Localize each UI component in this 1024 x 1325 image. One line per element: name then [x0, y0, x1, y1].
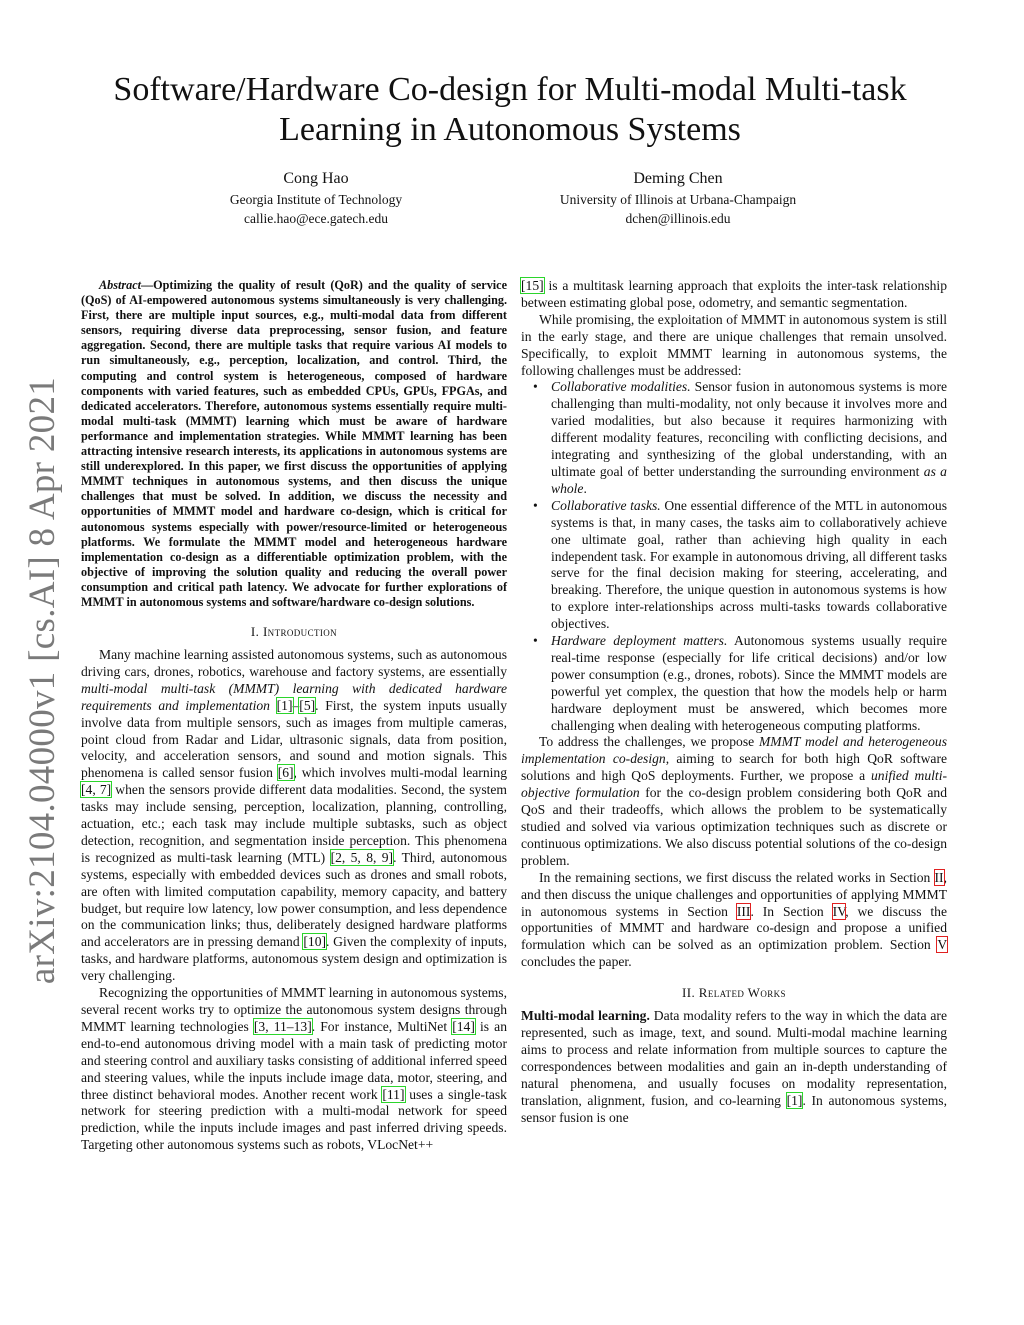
text-run: . Given the complexity of inputs, tasks, and hardware platforms, autonomous system design and optimization is very challenging.	[81, 934, 507, 984]
citation-link[interactable]: [15]	[521, 278, 544, 293]
list-item	[521, 498, 947, 633]
author-block-2	[498, 168, 858, 228]
author-name: Cong Hao	[283, 170, 349, 187]
text-run: In the remaining sections, we first discuss the related works in Section	[539, 869, 935, 885]
abstract-text: Optimizing the quality of result (QoR) and the quality of service (QoS) of AI-empowered autonomous systems simultaneously is very challenging. First, there are multiple input sources, e.g., multi-modal data from different sensors, requiring diverse data preprocessing, sensor fusion, and feature aggregation. Second, there are multiple tasks that require various AI models to run simultaneously, e.g., perception, localization, and control. Third, the computing and control system is heterogeneous, composed of hardware components with varied features, such as embedded CPUs, GPUs, FPGAs, and dedicated accelerators. Therefore, autonomous systems essentially require multi-modal multi-task (MMMT) learning which must be aware of hardware performance and implementation strategies. While MMMT learning has been attracting intensive research interests, its applications in autonomous systems are still underexplored. In this paper, we first discuss the opportunities of applying MMMT techniques in autonomous systems, and then discuss the unique challenges that must be solved. In addition, we discuss the necessity and opportunities of MMMT model and hardware co-design, which is critical for autonomous systems especially with power/resource-limited or heterogeneous platforms. We formulate the MMMT model and heterogeneous hardware implementation co-design as a differentiable optimization problem, with the objective of improving the solution quality and reducing the overall power consumption and critical path latency. We advocate for further explorations of MMMT in autonomous systems and software/hardware co-design solutions.	[81, 278, 507, 609]
section-reference-link[interactable]: III	[736, 903, 751, 919]
text-run	[270, 698, 277, 713]
abstract-dash: —	[140, 278, 154, 292]
citation-link[interactable]: [4, 7]	[81, 782, 112, 798]
bullet: •	[533, 633, 538, 649]
text-run: . In autonomous systems, sensor fusion is one	[521, 1092, 947, 1125]
text-run: is an end-to-end autonomous driving model with a main task of predicting motor and steering control and auxiliary tasks consisting of additional inferred speed and steering values, while the inputs include image data, motor, steering, and three distinct behavioral modes. Another recent work	[81, 1018, 508, 1102]
emphasis-text: as a whole	[551, 463, 947, 496]
author-block-1	[136, 168, 496, 228]
section-heading-introduction: I. Introduction	[250, 624, 338, 640]
author-affiliation: University of Illinois at Urbana-Champaign	[559, 192, 797, 207]
list-item-title: Hardware deployment matters.	[551, 633, 728, 649]
bullet: •	[533, 379, 538, 395]
intro-paragraph-3: While promising, the exploitation of MMMT in autonomous system is still in the early stage, and there are unique challenges that remain unsolved. Specifically, to exploit MMMT learning in autonomous systems, the following challenges must be addressed:	[521, 311, 947, 378]
intro-paragraph-4	[521, 734, 947, 869]
list-item	[521, 379, 947, 497]
list-item-title: Collaborative modalities.	[551, 379, 691, 395]
citation-link[interactable]: [11]	[382, 1086, 405, 1102]
title-line-2: Learning in Autonomous Systems	[279, 111, 741, 148]
emphasis-text: multi-modal multi-task (MMMT) learning with dedicated hardware requirements and implementation	[81, 680, 507, 713]
list-item-text: Sensor fusion in autonomous systems is more challenging than multi-modality, not only because it involves more and varied modalities, but also because it requires harmonizing with different modality features, reconciling with conflicting decisions, and integrating and synthesizing of the global understanding, with an ultimate goal of better understanding the surrounding environment	[551, 379, 948, 479]
text-run: , which involves multi-modal learning	[293, 765, 507, 781]
emphasis-text: MMMT model and heterogeneous implementation co-design	[521, 734, 947, 767]
list-item	[521, 633, 947, 734]
citation-link[interactable]: [6]	[277, 765, 294, 781]
intro-paragraph-2-continued	[521, 278, 947, 312]
text-run: , aiming to search for both high QoR software solutions and high QoS deployments. Further, we propose a	[521, 751, 947, 784]
paper-title	[80, 70, 940, 150]
text-run: To address the challenges, we propose	[539, 734, 759, 750]
bullet: •	[533, 497, 538, 513]
text-run: concludes the paper.	[521, 954, 632, 970]
text-run: .	[583, 480, 587, 496]
paragraph-title: Multi-modal learning.	[521, 1008, 650, 1024]
arxiv-identifier: arXiv:2104.04000v1 [cs.AI] 8 Apr 2021	[22, 376, 64, 984]
citation-link[interactable]: [10]	[303, 934, 327, 950]
author-affiliation: Georgia Institute of Technology	[229, 192, 403, 207]
citation-link[interactable]: [3, 11–13]	[253, 1018, 312, 1034]
text-run: is a multitask learning approach that exploits the inter-task relationship between estimating global pose, odometry, and semantic segmentation.	[521, 278, 947, 310]
text-run: uses a single-task network for steering prediction with a multi-modal network for speed prediction, while the inputs include images and past inferred driving speeds. Targeting other autonomous systems such as robots, VLocNet++	[81, 1086, 507, 1153]
text-run: . For instance, MultiNet	[311, 1018, 453, 1034]
section-reference-link[interactable]: II	[934, 869, 944, 885]
intro-paragraph-1	[81, 647, 507, 985]
text-run: , we discuss the opportunities of MMMT and hardware co-design and propose a unified formulation which can be solved as an optimization problem. Section	[521, 903, 947, 953]
author-name: Deming Chen	[633, 170, 723, 187]
text-run: . First, the system inputs usually involve data from multiple sensors, such as images from multiple cameras, point cloud from Radar and Lidar, ultrasonic signals, data from position, velocity, and acceleration sensors, and sound and motion signals. This phenomena is called sensor fusion	[81, 697, 507, 781]
list-item-text: Autonomous systems usually require real-time response (especially for life critical decisions) and/or low power consumption (e.g., drones, robots). Since the MMMT models are powerful yet complex, the question that how the models help or harm hardware deployment must be answered, which becomes more challenging when dealing with heterogeneous computing platforms.	[551, 633, 947, 733]
citation-range-dash: –	[292, 697, 300, 713]
list-item-text: One essential difference of the MTL in autonomous systems is that, in many cases, the tasks aim to collaboratively achieve one ultimate goal, rather than achieving high quality in each independent task. For example in autonomous driving, all different tasks serve for the final decision making for steering, accelerating, and breaking. Therefore, the unique question in autonomous systems is how to explore inter-relationships across multi-tasks towards collaborative objectives.	[551, 497, 947, 632]
citation-link[interactable]: [14]	[452, 1018, 475, 1034]
text-run: , and then discuss the unique challenges and opportunities of applying MMMT in autonomous systems in Section	[521, 869, 947, 919]
text-run: . Third, autonomous systems, especially with embedded devices such as drones and small robots, are often with limited computation capability, memory capacity, and battery budget, but require low latency, low power consumption, and less dependence on the communication links; thus, deliberately designed hardware platforms and accelerators are in pressing demand	[81, 849, 507, 950]
text-run: Data modality refers to the way in which the data are represented, such as image, text, and sound. Multi-modal machine learning aims to process and relate information from multiple sources to capture the correspondences between modalities and gain an in-depth understanding of natural phenomena, and usually focuses on modality representation, translation, alignment, fusion, and co-learning	[521, 1008, 947, 1108]
citation-link[interactable]: [2, 5, 8, 9]	[330, 849, 394, 865]
left-column	[81, 278, 507, 1154]
section-heading-related-works: II. Related Works	[682, 985, 786, 1001]
citation-link[interactable]: [1]	[276, 697, 293, 713]
author-email: dchen@illinois.edu	[625, 211, 731, 226]
emphasis-text: unified multi-objective formulation	[521, 768, 947, 801]
title-line-1: Software/Hardware Co-design for Multi-modal Multi-task	[113, 71, 907, 108]
author-email: callie.hao@ece.gatech.edu	[244, 211, 388, 226]
section-reference-link[interactable]: V	[937, 937, 947, 953]
citation-link[interactable]: [5]	[299, 697, 316, 713]
section-reference-link[interactable]: IV	[832, 903, 846, 919]
text-run: for the co-design problem considering both QoR and QoS and their tradeoffs, which allows the problem to be systematically studied and solved via various optimization techniques such as discrete or continuous optimizations. We also discuss potential solutions of the co-design problem.	[521, 785, 947, 868]
text-run: Many machine learning assisted autonomous systems, such as autonomous driving cars, drones, robotics, warehouse and factory systems, are essentially	[81, 646, 507, 679]
text-run: Recognizing the opportunities of MMMT learning in autonomous systems, several recent works try to optimize the autonomous system designs through MMMT learning technologies	[81, 985, 507, 1034]
arxiv-side-stamp	[18, 376, 68, 984]
intro-paragraph-2	[81, 985, 507, 1154]
text-run: when the sensors provide different data modalities. Second, the system tasks may include sensing, perception, localization, planning, controlling, actuation, etc.; each task may include multiple subtasks, such as object detection, recognition, and segmentation inside perception. This phenomena is recognized as multi-task learning (MTL)	[81, 782, 507, 865]
text-run: . In Section	[750, 903, 833, 919]
related-paragraph-1	[521, 1008, 947, 1126]
intro-paragraph-5	[521, 870, 947, 971]
abstract-label: Abstract	[99, 278, 141, 292]
abstract	[81, 278, 507, 610]
citation-link[interactable]: [1]	[786, 1092, 803, 1108]
right-column	[521, 278, 947, 1126]
challenge-list	[521, 379, 947, 734]
list-item-title: Collaborative tasks.	[551, 497, 661, 513]
